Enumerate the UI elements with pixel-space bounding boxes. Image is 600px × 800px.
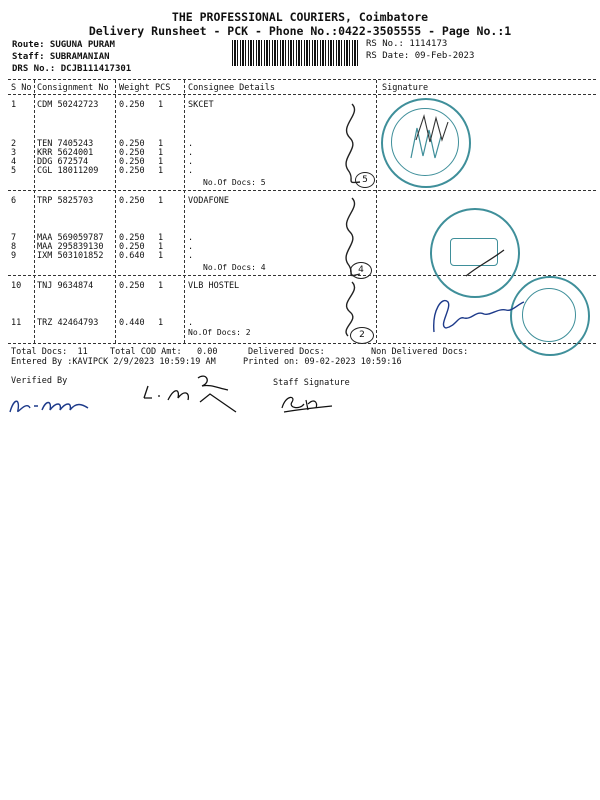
staff-signature	[276, 388, 336, 418]
cell-weight: 0.250	[119, 100, 145, 110]
divider	[8, 190, 596, 191]
col-header-signature: Signature	[382, 83, 429, 93]
cell-consignee: .	[188, 157, 194, 167]
cell-sno: 11	[11, 318, 22, 328]
route-label: Route: SUGUNA PURAM	[12, 40, 115, 50]
handwritten-count: 2	[350, 327, 374, 344]
initials-signature	[140, 368, 250, 414]
cell-weight: 0.250	[119, 166, 145, 176]
handwritten-count: 4	[350, 262, 372, 279]
cell-consignment: DDG 672574	[37, 157, 89, 167]
scribble-signature	[412, 110, 452, 150]
runsheet-title: Delivery Runsheet - PCK - Phone No.:0422-3505555 - Page No.:1	[88, 24, 512, 38]
cell-consignee: .	[188, 139, 194, 149]
column-divider	[115, 80, 116, 343]
cell-consignment: TEN 7405243	[37, 139, 94, 149]
column-divider	[34, 80, 35, 343]
company-stamp	[430, 208, 520, 298]
printed-on: Printed on: 09-02-2023 10:59:16	[243, 357, 402, 367]
docs-count: No.Of Docs: 4	[203, 263, 266, 272]
staff-signature-label: Staff Signature	[273, 378, 350, 388]
cell-pcs: 1	[158, 251, 164, 261]
cell-sno: 2	[11, 139, 17, 149]
cell-consignee: .	[188, 242, 194, 252]
cell-pcs: 1	[158, 139, 164, 149]
non-delivered-docs: Non Delivered Docs:	[371, 347, 469, 357]
cell-consignment: CDM 50242723	[37, 100, 99, 110]
cell-weight: 0.440	[119, 318, 145, 328]
col-header-pcs: PCS	[155, 83, 171, 93]
consignee-signature	[428, 290, 528, 340]
cell-sno: 9	[11, 251, 17, 261]
delivered-docs: Delivered Docs:	[248, 347, 325, 357]
cell-consignment: MAA 569059787	[37, 233, 104, 243]
cell-weight: 0.640	[119, 251, 145, 261]
cell-consignee: .	[188, 148, 194, 158]
cell-sno: 8	[11, 242, 17, 252]
col-header-weight: Weight	[119, 83, 150, 93]
cell-consignment: MAA 295839130	[37, 242, 104, 252]
cell-consignment: IXM 503101852	[37, 251, 104, 261]
cell-consignment: CGL 18011209	[37, 166, 99, 176]
cell-weight: 0.250	[119, 139, 145, 149]
cell-weight: 0.250	[119, 196, 145, 206]
cell-consignment: TRP 5825703	[37, 196, 94, 206]
cell-sno: 3	[11, 148, 17, 158]
cell-consignment: TNJ 9634874	[37, 281, 94, 291]
drs-number: DRS No.: DCJB111417301	[12, 64, 132, 74]
divider	[8, 79, 596, 80]
col-header-consignment: Consignment No	[37, 83, 109, 93]
cell-weight: 0.250	[119, 242, 145, 252]
cell-sno: 1	[11, 100, 17, 110]
column-divider	[184, 80, 185, 343]
cell-consignment: TRZ 42464793	[37, 318, 99, 328]
cell-consignee: .	[188, 318, 194, 328]
entered-by: Entered By :KAVIPCK 2/9/2023 10:59:19 AM	[11, 357, 216, 367]
cell-pcs: 1	[158, 318, 164, 328]
staff-label: Staff: SUBRAMANIAN	[12, 52, 110, 62]
cell-weight: 0.250	[119, 157, 145, 167]
cell-pcs: 1	[158, 233, 164, 243]
rs-number: RS No.: 1114173	[366, 39, 448, 49]
cell-consignee: SKCET	[188, 100, 214, 110]
cell-sno: 10	[11, 281, 22, 291]
cell-sno: 7	[11, 233, 17, 243]
total-docs: Total Docs: 11	[11, 347, 88, 357]
cell-consignee: VODAFONE	[188, 196, 229, 206]
cell-pcs: 1	[158, 100, 164, 110]
cell-weight: 0.250	[119, 148, 145, 158]
cell-weight: 0.250	[119, 281, 145, 291]
cell-consignee: VLB HOSTEL	[188, 281, 240, 291]
docs-count: No.Of Docs: 5	[203, 178, 266, 187]
cell-pcs: 1	[158, 242, 164, 252]
cell-pcs: 1	[158, 148, 164, 158]
cell-consignee: .	[188, 233, 194, 243]
barcode	[232, 40, 360, 66]
cell-sno: 5	[11, 166, 17, 176]
company-title: THE PROFESSIONAL COURIERS, Coimbatore	[171, 10, 429, 24]
cell-pcs: 1	[158, 157, 164, 167]
col-header-consignee: Consignee Details	[188, 83, 275, 93]
cell-sno: 4	[11, 157, 17, 167]
handwritten-count: 5	[355, 172, 375, 188]
cell-pcs: 1	[158, 166, 164, 176]
cell-weight: 0.250	[119, 233, 145, 243]
cell-pcs: 1	[158, 281, 164, 291]
handwritten-braces	[330, 96, 380, 346]
cell-pcs: 1	[158, 196, 164, 206]
docs-count: No.Of Docs: 2	[188, 328, 251, 337]
cell-consignee: .	[188, 251, 194, 261]
rs-date: RS Date: 09-Feb-2023	[366, 51, 475, 61]
divider	[8, 343, 596, 344]
verifier-signature	[6, 390, 96, 420]
cell-consignment: KRR 5624001	[37, 148, 94, 158]
cell-sno: 6	[11, 196, 17, 206]
col-header-sno: S No	[11, 83, 32, 93]
cell-consignee: .	[188, 166, 194, 176]
total-cod: Total COD Amt: 0.00	[110, 347, 218, 357]
divider	[8, 94, 596, 95]
verified-by-label: Verified By	[11, 376, 68, 386]
